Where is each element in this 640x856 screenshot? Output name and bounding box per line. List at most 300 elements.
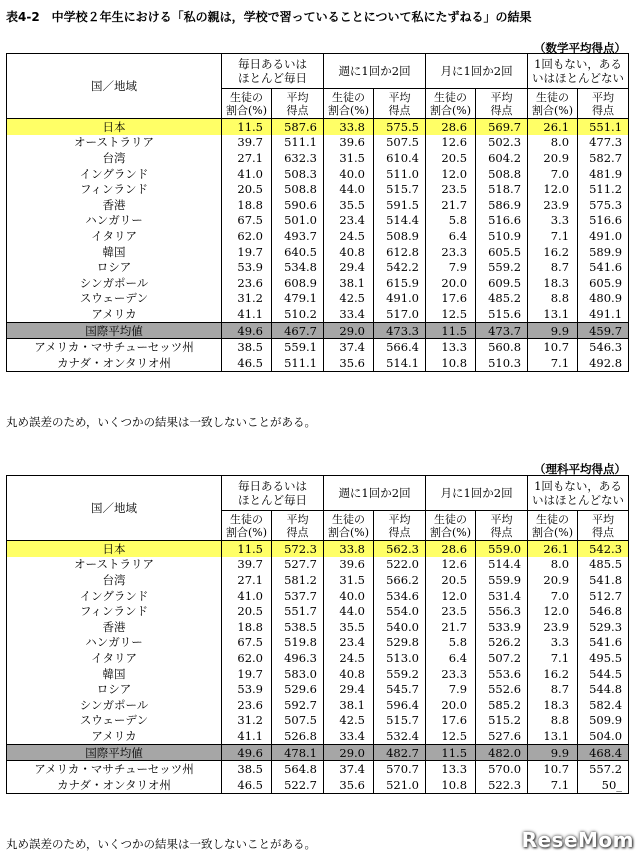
table-row	[7, 588, 629, 604]
country-cell: スウェーデン	[7, 291, 222, 307]
country-cell: アメリカ・マサチューセッツ州	[7, 761, 222, 777]
score-cell: 583.0	[272, 666, 324, 682]
score-cell: 562.3	[374, 541, 426, 557]
percent-cell: 42.5	[324, 713, 374, 729]
score-cell: 542.3	[578, 541, 629, 557]
percent-cell: 28.6	[426, 541, 476, 557]
student-percent-header: 生徒の 割合(%)	[324, 89, 374, 119]
score-cell: 515.2	[476, 713, 528, 729]
table-subtitle-math: （数学平均得点）	[534, 41, 626, 55]
score-cell: 482.7	[374, 744, 426, 761]
score-cell: 508.8	[476, 166, 528, 182]
score-cell: 522.7	[272, 777, 324, 793]
country-cell: イタリア	[7, 228, 222, 244]
percent-cell: 29.4	[324, 259, 374, 275]
percent-cell: 29.4	[324, 681, 374, 697]
percent-cell: 33.8	[324, 541, 374, 557]
table-row	[7, 275, 629, 291]
table-row	[7, 572, 629, 588]
percent-cell: 17.6	[426, 713, 476, 729]
score-cell: 559.2	[476, 259, 528, 275]
score-cell: 582.7	[578, 150, 629, 166]
score-cell: 504.0	[578, 728, 629, 744]
percent-cell: 7.0	[528, 166, 578, 182]
country-cell: 台湾	[7, 572, 222, 588]
score-cell: 541.6	[578, 259, 629, 275]
score-cell: 640.5	[272, 244, 324, 260]
score-cell: 612.8	[374, 244, 426, 260]
score-cell: 575.3	[578, 197, 629, 213]
score-cell: 479.1	[272, 291, 324, 307]
country-cell: スウェーデン	[7, 713, 222, 729]
percent-cell: 41.0	[222, 588, 272, 604]
score-cell: 473.3	[374, 322, 426, 339]
percent-cell: 10.7	[528, 339, 578, 355]
average-score-header: 平均 得点	[272, 511, 324, 541]
percent-cell: 12.6	[426, 135, 476, 151]
score-cell: 511.1	[272, 135, 324, 151]
score-cell: 493.7	[272, 228, 324, 244]
score-cell: 554.0	[374, 603, 426, 619]
country-cell: カナダ・オンタリオ州	[7, 777, 222, 793]
percent-cell: 31.5	[324, 572, 374, 588]
math-table	[6, 53, 629, 372]
percent-cell: 10.8	[426, 355, 476, 371]
percent-cell: 6.4	[426, 650, 476, 666]
score-cell: 570.7	[374, 761, 426, 777]
score-cell: 522.0	[374, 557, 426, 573]
percent-cell: 23.3	[426, 666, 476, 682]
table-row	[7, 228, 629, 244]
table-row	[7, 306, 629, 322]
group-header-2: 週に1回か2回	[324, 54, 426, 89]
table-row	[7, 150, 629, 166]
score-cell: 529.3	[578, 619, 629, 635]
percent-cell: 40.8	[324, 666, 374, 682]
percent-cell: 62.0	[222, 650, 272, 666]
percent-cell: 29.0	[324, 322, 374, 339]
country-cell: 国際平均値	[7, 322, 222, 339]
percent-cell: 7.1	[528, 777, 578, 793]
percent-cell: 23.9	[528, 619, 578, 635]
score-cell: 608.9	[272, 275, 324, 291]
score-cell: 507.5	[374, 135, 426, 151]
score-cell: 582.4	[578, 697, 629, 713]
score-cell: 526.8	[272, 728, 324, 744]
score-cell: 591.5	[374, 197, 426, 213]
country-cell: フィンランド	[7, 181, 222, 197]
score-cell: 605.9	[578, 275, 629, 291]
score-cell: 559.0	[476, 541, 528, 557]
percent-cell: 12.0	[426, 588, 476, 604]
country-cell: 国際平均値	[7, 744, 222, 761]
score-cell: 540.0	[374, 619, 426, 635]
score-cell: 515.7	[374, 181, 426, 197]
percent-cell: 23.3	[426, 244, 476, 260]
table-row	[7, 166, 629, 182]
score-cell: 575.5	[374, 119, 426, 135]
score-cell: 529.6	[272, 681, 324, 697]
country-cell: イングランド	[7, 588, 222, 604]
percent-cell: 23.4	[324, 213, 374, 229]
score-cell: 50_	[578, 777, 629, 793]
score-cell: 615.9	[374, 275, 426, 291]
percent-cell: 12.6	[426, 557, 476, 573]
percent-cell: 38.5	[222, 339, 272, 355]
percent-cell: 23.6	[222, 697, 272, 713]
percent-cell: 8.8	[528, 291, 578, 307]
percent-cell: 23.4	[324, 635, 374, 651]
table-row	[7, 181, 629, 197]
percent-cell: 31.2	[222, 291, 272, 307]
percent-cell: 5.8	[426, 213, 476, 229]
percent-cell: 20.0	[426, 275, 476, 291]
score-cell: 511.0	[374, 166, 426, 182]
score-cell: 551.1	[578, 119, 629, 135]
average-score-header: 平均 得点	[476, 89, 528, 119]
table-row	[7, 777, 629, 793]
percent-cell: 62.0	[222, 228, 272, 244]
group-header-4: 1回もない，ある いはほとんどない	[528, 476, 629, 511]
score-cell: 526.2	[476, 635, 528, 651]
percent-cell: 37.4	[324, 339, 374, 355]
country-cell: ロシア	[7, 681, 222, 697]
percent-cell: 35.5	[324, 197, 374, 213]
table-row	[7, 744, 629, 761]
score-cell: 632.3	[272, 150, 324, 166]
percent-cell: 19.7	[222, 244, 272, 260]
score-cell: 508.3	[272, 166, 324, 182]
table-row	[7, 339, 629, 355]
percent-cell: 20.5	[426, 572, 476, 588]
student-percent-header: 生徒の 割合(%)	[426, 511, 476, 541]
percent-cell: 7.9	[426, 259, 476, 275]
table-row	[7, 635, 629, 651]
percent-cell: 7.1	[528, 650, 578, 666]
score-cell: 544.5	[578, 666, 629, 682]
percent-cell: 12.0	[528, 181, 578, 197]
country-cell: 韓国	[7, 244, 222, 260]
country-cell: オーストラリア	[7, 557, 222, 573]
table-row	[7, 541, 629, 557]
score-cell: 502.3	[476, 135, 528, 151]
group-header-3: 月に1回か2回	[426, 54, 528, 89]
score-cell: 501.0	[272, 213, 324, 229]
table-row	[7, 619, 629, 635]
score-cell: 521.0	[374, 777, 426, 793]
country-cell: 香港	[7, 619, 222, 635]
percent-cell: 8.7	[528, 681, 578, 697]
percent-cell: 41.1	[222, 728, 272, 744]
score-cell: 481.9	[578, 166, 629, 182]
score-cell: 492.8	[578, 355, 629, 371]
percent-cell: 38.5	[222, 761, 272, 777]
percent-cell: 16.2	[528, 244, 578, 260]
country-cell: イングランド	[7, 166, 222, 182]
percent-cell: 19.7	[222, 666, 272, 682]
score-cell: 610.4	[374, 150, 426, 166]
student-percent-header: 生徒の 割合(%)	[528, 89, 578, 119]
score-cell: 513.0	[374, 650, 426, 666]
percent-cell: 9.9	[528, 322, 578, 339]
percent-cell: 26.1	[528, 119, 578, 135]
group-header-1: 毎日あるいは ほとんど毎日	[222, 54, 324, 89]
percent-cell: 20.5	[426, 150, 476, 166]
student-percent-header: 生徒の 割合(%)	[426, 89, 476, 119]
table-row	[7, 322, 629, 339]
country-cell: 香港	[7, 197, 222, 213]
country-cell: 日本	[7, 541, 222, 557]
percent-cell: 20.0	[426, 697, 476, 713]
score-cell: 531.4	[476, 588, 528, 604]
score-cell: 564.8	[272, 761, 324, 777]
score-cell: 507.5	[272, 713, 324, 729]
score-cell: 511.2	[578, 181, 629, 197]
percent-cell: 29.0	[324, 744, 374, 761]
score-cell: 572.3	[272, 541, 324, 557]
score-cell: 605.5	[476, 244, 528, 260]
average-score-header: 平均 得点	[578, 89, 629, 119]
percent-cell: 35.6	[324, 355, 374, 371]
percent-cell: 24.5	[324, 228, 374, 244]
percent-cell: 44.0	[324, 603, 374, 619]
percent-cell: 8.0	[528, 135, 578, 151]
percent-cell: 31.2	[222, 713, 272, 729]
score-cell: 510.2	[272, 306, 324, 322]
score-cell: 589.9	[578, 244, 629, 260]
score-cell: 546.3	[578, 339, 629, 355]
percent-cell: 24.5	[324, 650, 374, 666]
country-cell: ハンガリー	[7, 635, 222, 651]
table-row	[7, 259, 629, 275]
percent-cell: 37.4	[324, 761, 374, 777]
percent-cell: 49.6	[222, 744, 272, 761]
score-cell: 527.7	[272, 557, 324, 573]
percent-cell: 40.8	[324, 244, 374, 260]
percent-cell: 13.1	[528, 306, 578, 322]
group-header-4: 1回もない，ある いはほとんどない	[528, 54, 629, 89]
group-header-1: 毎日あるいは ほとんど毎日	[222, 476, 324, 511]
score-cell: 566.4	[374, 339, 426, 355]
percent-cell: 67.5	[222, 635, 272, 651]
score-cell: 551.7	[272, 603, 324, 619]
percent-cell: 33.4	[324, 728, 374, 744]
percent-cell: 20.9	[528, 150, 578, 166]
score-cell: 560.8	[476, 339, 528, 355]
score-cell: 541.8	[578, 572, 629, 588]
score-cell: 585.2	[476, 697, 528, 713]
score-cell: 596.4	[374, 697, 426, 713]
percent-cell: 10.8	[426, 777, 476, 793]
table-row	[7, 650, 629, 666]
student-percent-header: 生徒の 割合(%)	[222, 511, 272, 541]
score-cell: 478.1	[272, 744, 324, 761]
table-row	[7, 213, 629, 229]
percent-cell: 31.5	[324, 150, 374, 166]
average-score-header: 平均 得点	[272, 89, 324, 119]
score-cell: 533.9	[476, 619, 528, 635]
percent-cell: 35.6	[324, 777, 374, 793]
percent-cell: 39.7	[222, 557, 272, 573]
percent-cell: 41.0	[222, 166, 272, 182]
score-cell: 544.8	[578, 681, 629, 697]
percent-cell: 44.0	[324, 181, 374, 197]
score-cell: 518.7	[476, 181, 528, 197]
score-cell: 519.8	[272, 635, 324, 651]
score-cell: 491.0	[578, 228, 629, 244]
table-row	[7, 666, 629, 682]
percent-cell: 27.1	[222, 572, 272, 588]
average-score-header: 平均 得点	[476, 511, 528, 541]
table-title: 表4-2 中学校２年生における「私の親は，学校で習っていることについて私にたずねる」の結果	[6, 10, 532, 24]
country-cell: オーストラリア	[7, 135, 222, 151]
percent-cell: 11.5	[426, 322, 476, 339]
percent-cell: 23.6	[222, 275, 272, 291]
table-row	[7, 355, 629, 371]
table-row	[7, 761, 629, 777]
percent-cell: 8.7	[528, 259, 578, 275]
group-header-3: 月に1回か2回	[426, 476, 528, 511]
table-row	[7, 697, 629, 713]
percent-cell: 13.3	[426, 339, 476, 355]
country-column-header: 国／地域	[7, 54, 222, 119]
score-cell: 514.4	[476, 557, 528, 573]
percent-cell: 18.3	[528, 697, 578, 713]
percent-cell: 40.0	[324, 588, 374, 604]
score-cell: 511.1	[272, 355, 324, 371]
percent-cell: 18.8	[222, 619, 272, 635]
score-cell: 509.9	[578, 713, 629, 729]
percent-cell: 26.1	[528, 541, 578, 557]
percent-cell: 39.7	[222, 135, 272, 151]
percent-cell: 11.5	[426, 744, 476, 761]
score-cell: 510.9	[476, 228, 528, 244]
country-cell: ロシア	[7, 259, 222, 275]
score-cell: 542.2	[374, 259, 426, 275]
table-row	[7, 681, 629, 697]
score-cell: 553.6	[476, 666, 528, 682]
percent-cell: 38.1	[324, 697, 374, 713]
percent-cell: 67.5	[222, 213, 272, 229]
country-cell: 韓国	[7, 666, 222, 682]
country-cell: ハンガリー	[7, 213, 222, 229]
student-percent-header: 生徒の 割合(%)	[528, 511, 578, 541]
table-row	[7, 197, 629, 213]
percent-cell: 49.6	[222, 322, 272, 339]
percent-cell: 39.6	[324, 135, 374, 151]
score-cell: 546.8	[578, 603, 629, 619]
score-cell: 545.7	[374, 681, 426, 697]
score-cell: 537.7	[272, 588, 324, 604]
score-cell: 559.9	[476, 572, 528, 588]
percent-cell: 21.7	[426, 197, 476, 213]
score-cell: 508.8	[272, 181, 324, 197]
percent-cell: 12.5	[426, 728, 476, 744]
percent-cell: 7.1	[528, 228, 578, 244]
score-cell: 522.3	[476, 777, 528, 793]
score-cell: 508.9	[374, 228, 426, 244]
percent-cell: 3.3	[528, 635, 578, 651]
score-cell: 592.7	[272, 697, 324, 713]
percent-cell: 40.0	[324, 166, 374, 182]
table-row	[7, 135, 629, 151]
score-cell: 604.2	[476, 150, 528, 166]
percent-cell: 53.9	[222, 681, 272, 697]
percent-cell: 3.3	[528, 213, 578, 229]
table-row	[7, 557, 629, 573]
score-cell: 477.3	[578, 135, 629, 151]
resemom-logo: ReseMom	[521, 828, 634, 852]
country-cell: フィンランド	[7, 603, 222, 619]
score-cell: 570.0	[476, 761, 528, 777]
score-cell: 515.7	[374, 713, 426, 729]
percent-cell: 35.5	[324, 619, 374, 635]
country-cell: アメリカ	[7, 306, 222, 322]
student-percent-header: 生徒の 割合(%)	[222, 89, 272, 119]
country-cell: 日本	[7, 119, 222, 135]
score-cell: 485.2	[476, 291, 528, 307]
score-cell: 609.5	[476, 275, 528, 291]
score-cell: 559.1	[272, 339, 324, 355]
score-cell: 496.3	[272, 650, 324, 666]
score-cell: 512.7	[578, 588, 629, 604]
score-cell: 516.6	[578, 213, 629, 229]
country-cell: アメリカ	[7, 728, 222, 744]
percent-cell: 23.9	[528, 197, 578, 213]
table-row	[7, 244, 629, 260]
score-cell: 514.1	[374, 355, 426, 371]
percent-cell: 9.9	[528, 744, 578, 761]
score-cell: 559.2	[374, 666, 426, 682]
score-cell: 557.2	[578, 761, 629, 777]
score-cell: 590.6	[272, 197, 324, 213]
score-cell: 527.6	[476, 728, 528, 744]
percent-cell: 17.6	[426, 291, 476, 307]
score-cell: 507.2	[476, 650, 528, 666]
percent-cell: 7.1	[528, 355, 578, 371]
score-cell: 517.0	[374, 306, 426, 322]
score-cell: 482.0	[476, 744, 528, 761]
score-cell: 538.5	[272, 619, 324, 635]
percent-cell: 33.4	[324, 306, 374, 322]
percent-cell: 23.5	[426, 603, 476, 619]
percent-cell: 18.3	[528, 275, 578, 291]
table-row	[7, 728, 629, 744]
score-cell: 516.6	[476, 213, 528, 229]
score-cell: 473.7	[476, 322, 528, 339]
footnote-math: 丸め誤差のため，いくつかの結果は一致しないことがある。	[6, 415, 317, 429]
score-cell: 459.7	[578, 322, 629, 339]
percent-cell: 12.0	[528, 603, 578, 619]
score-cell: 586.9	[476, 197, 528, 213]
percent-cell: 20.5	[222, 181, 272, 197]
science-table	[6, 475, 629, 794]
score-cell: 541.6	[578, 635, 629, 651]
percent-cell: 13.1	[528, 728, 578, 744]
percent-cell: 39.6	[324, 557, 374, 573]
average-score-header: 平均 得点	[578, 511, 629, 541]
percent-cell: 6.4	[426, 228, 476, 244]
score-cell: 566.2	[374, 572, 426, 588]
country-cell: シンガポール	[7, 275, 222, 291]
percent-cell: 12.0	[426, 166, 476, 182]
group-header-2: 週に1回か2回	[324, 476, 426, 511]
country-cell: カナダ・オンタリオ州	[7, 355, 222, 371]
percent-cell: 28.6	[426, 119, 476, 135]
percent-cell: 12.5	[426, 306, 476, 322]
country-cell: 台湾	[7, 150, 222, 166]
percent-cell: 46.5	[222, 777, 272, 793]
